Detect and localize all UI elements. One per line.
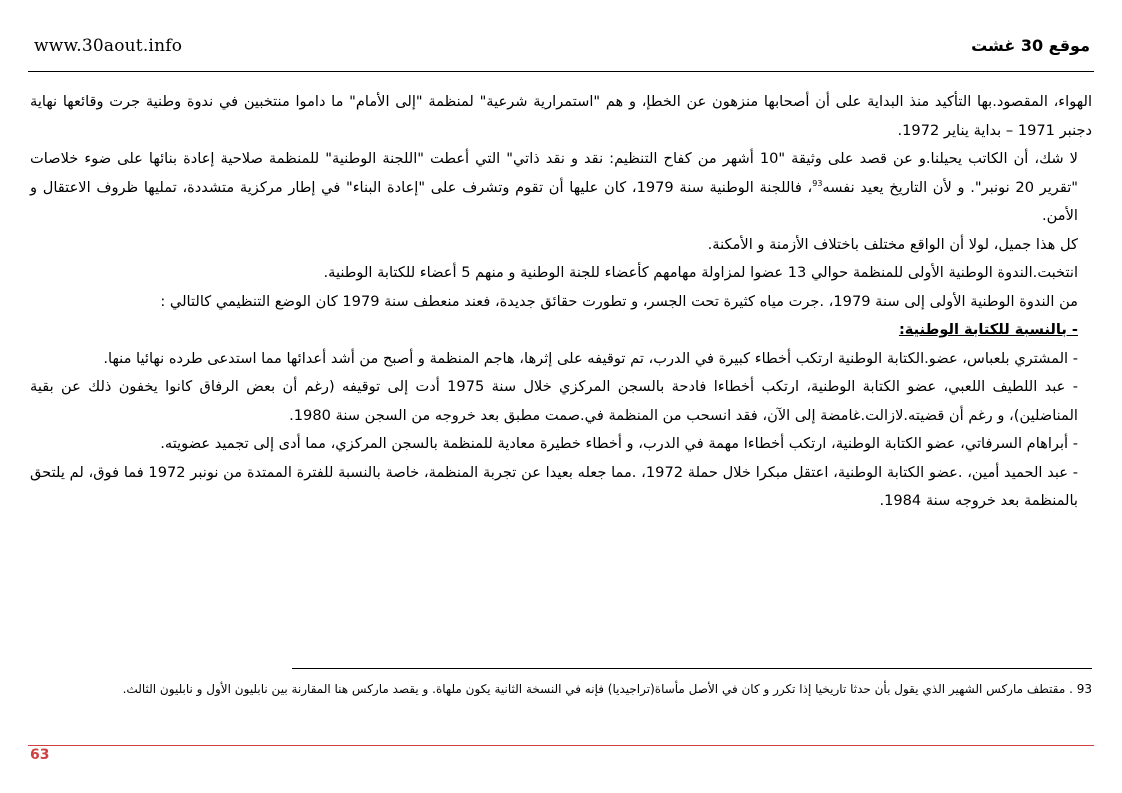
- footnote-text: . مقتطف ماركس الشهير الذي يقول بأن حدثا تاريخيا إذا تكرر و كان في الأصل مأساة(تراجيديا) فإنه في النسخة الثانية يكون ملهاة. و يقصد ماركس هنا المقارنة بين نابليون الأول و نابليون الثالث.: [122, 682, 1073, 696]
- body-text: [30, 88, 1092, 516]
- paragraph-2-text-a: لا شك، أن الكاتب يحيلنا.و عن قصد على وثيقة "10 أشهر من كفاح التنظيم: نقد و نقد ذاتي" التي أعطت "اللجنة الوطنية" للمنظمة صلاحية إعادة بنائها على ضوء خلاصات "تقرير 20 نونبر". و لأن التاريخ يعيد نفسه: [30, 150, 1078, 196]
- list-item: - عبد اللطيف اللعبي، عضو الكتابة الوطنية، ارتكب أخطاءا فادحة بالسجن المركزي خلال سنة 1975 أدت إلى توقيفه (رغم أن بعض الرفاق كانوا يخفون ذلك عن بقية المناضلين)، و رغم أن قضيته.لازالت.غامضة إلى الآن، فقد انسحب من المنظمة في.صمت مطبق بعد خروجه من السجن سنة 1980.: [30, 378, 1078, 424]
- list-item: - أبراهام السرفاتي، عضو الكتابة الوطنية، ارتكب أخطاءا مهمة في الدرب، و أخطاء خطيرة معادية للمنظمة بالسجن المركزي، مما أدى إلى تجميد عضويته.: [160, 435, 1078, 452]
- footnote-reference: 93: [812, 178, 823, 188]
- paragraph-2-text-b: ، فاللجنة الوطنية سنة 1979، كان عليها أن تقوم وتشرف على "إعادة البناء" في إطار مركزية متشددة، تمليها ظروف الاعتقال و الأمن.: [30, 178, 1078, 224]
- footnote: [30, 678, 1092, 700]
- paragraph-5: من الندوة الوطنية الأولى إلى سنة 1979، .جرت مياه كثيرة تحت الجسر، و تطورت حقائق جديدة، فعند منعطف سنة 1979 كان الوضع التنظيمي كالتالي :: [160, 292, 1078, 310]
- list-item: - المشتري بلعباس، عضو.الكتابة الوطنية ارتكب أخطاء كبيرة في الدرب، تم توقيفه على إثرها، هاجم المنظمة و أصبح من أشد أعدائها مما استدعى طرده نهائيا منها.: [103, 349, 1078, 367]
- paragraph-3: كل هذا جميل، لولا أن الواقع مختلف باختلاف الأزمنة و الأمكنة.: [707, 235, 1078, 253]
- paragraph-4: انتخبت.الندوة الوطنية الأولى للمنظمة حوالي 13 عضوا لمزاولة مهامهم كأعضاء للجنة الوطنية و منهم 5 أعضاء للكتابة الوطنية.: [323, 264, 1078, 281]
- paragraph-2: [30, 145, 1092, 231]
- footnote-number: 93: [1076, 682, 1092, 696]
- list-item: - عبد الحميد أمين، .عضو الكتابة الوطنية، اعتقل مبكرا خلال حملة 1972، .مما جعله بعيدا عن تجربة المنظمة، خاصة بالنسبة للفترة الممتدة من نونبر 1972 فما فوق، لم يلتحق بالمنظمة بعد خروجه سنة 1984.: [30, 463, 1079, 509]
- site-name: موقع 30 غشت: [971, 36, 1090, 55]
- site-url: www.30aout.info: [34, 36, 183, 56]
- header-divider: [28, 71, 1094, 72]
- paragraph-1: الهواء، المقصود.بها التأكيد منذ البداية على أن أصحابها منزهون عن الخطإ، و هم "استمرارية شرعية" لمنظمة "إلى الأمام" ما داموا منتخبين في ندوة وطنية جرت وقائعها نهاية دجنبر 1971 – بداية يناير 1972.: [30, 93, 1092, 139]
- footer-divider: [28, 745, 1094, 746]
- footnote-divider: [292, 668, 1092, 669]
- page-header: [28, 30, 1090, 66]
- page-number: 63: [30, 747, 50, 763]
- section-heading: - بالنسبة للكتابة الوطنية:: [898, 321, 1078, 338]
